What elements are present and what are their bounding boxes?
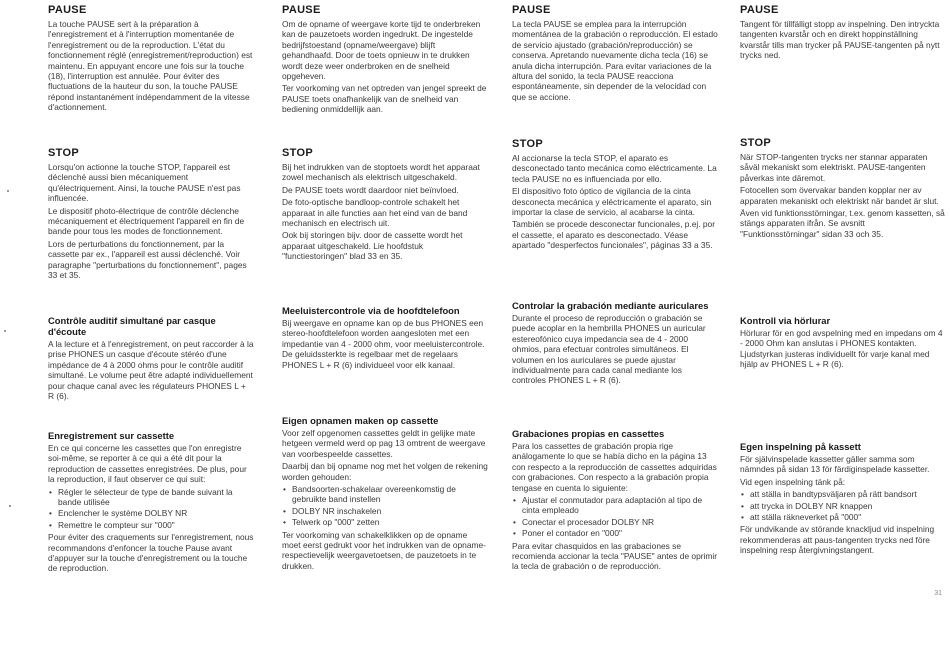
body-paragraph: Lorsqu'on actionne la touche STOP, l'appareil est déclenché aussi bien mécaniquement qu'électriquement. Ainsi, la touche PAUSE n'est pas influencée. (48, 162, 241, 204)
bullet-item: • Remettre le compteur sur "000" (58, 520, 254, 530)
bullet-item: • Régler le sélecteur de type de bande suivant la bande utilisée (58, 487, 254, 508)
body-paragraph: Voor zelf opgenomen cassettes geldt in gelijke mate hetgeen vermeld werd op pag 13 omtrent de weergave van voorbespeelde cassettes. (282, 428, 486, 459)
section-heading: STOP (740, 137, 771, 149)
section (48, 426, 254, 576)
body-paragraph: Para los cassettes de grabación propia rige análogamente lo que se había dicho en la página 13 con respecto a la reproducción de cassettes adquiridas con grabaciones. Con respecto a la grabación propia tengase en cuenta lo siguiente: (512, 441, 717, 493)
body-paragraph: Fotocellen som övervakar banden kopplar ner av apparaten mekaniskt och elektriskt när bandet är slut. (740, 185, 939, 206)
section (282, 4, 488, 117)
body-paragraph: Tangent för tillfälligt stopp av inspelning. Den intryckta tangenten kvarstår och en direkt hoppinställning kvarstår tills man trycker på PAUSE-tangenten på nytt trycks ned. (740, 19, 940, 61)
bullet-item: • Telwerk op "000" zetten (292, 517, 488, 527)
scan-speck (4, 330, 6, 332)
section (740, 437, 946, 558)
section-heading: STOP (282, 147, 313, 159)
section (512, 4, 718, 104)
section (48, 311, 254, 403)
section-heading: Controlar la grabación mediante auriculares (512, 300, 709, 311)
section (740, 137, 946, 241)
section-heading: STOP (512, 138, 543, 150)
body-paragraph: La touche PAUSE sert à la préparation à l'enregistrement et à l'interruption momentanée de l'enregistrement ou de la reproduction. L'état du fonctionnement réglé (enregistrement/reproduction) est maintenu. En appuyant encore une fois sur la touche (18), l'interruption est annulée. Pour éviter des fluctuations de la hauteur du son, la touche PAUSE répond instantanément indépendamment de la vitesse d'actionnement. (48, 19, 253, 113)
section-heading: Meeluistercontrole via de hoofdtelefoon (282, 305, 460, 316)
body-paragraph: También se procede desconectar funcionales, p.ej. por el cassette, el aparato es desconectado. Véase apartado "desperfectos funcionales", páginas 33 a 35. (512, 219, 715, 251)
bullet-list (282, 484, 488, 528)
body-paragraph: Vid egen inspelning tänk på: (740, 476, 846, 487)
section-heading: STOP (48, 147, 79, 159)
page-number: 31 (934, 590, 942, 597)
section-heading: Enregistrement sur cassette (48, 430, 175, 441)
body-paragraph: La tecla PAUSE se emplea para la interrupción momentánea de la grabación o reproducción. El estado de servicio ajustado (grabación/reproducción) se conserva. Apretando nuevamente dicha tecla (16) se anula dicha interrupción. Para evitar variaciones de la altura del sonido, la tecla PAUSE reacciona espontáneamente, sin depender de la velocidad con que se accione. (512, 19, 718, 102)
section (48, 4, 254, 115)
body-paragraph: Para evitar chasquidos en las grabaciones se recomienda accionar la tecla "PAUSE" antes de oprimir la tecla de grabación o de reproducción. (512, 540, 718, 572)
body-paragraph: Daarbij dan bij opname nog met het volgen de rekening worden gehouden: (282, 461, 488, 482)
body-paragraph: Hörlurar för en god avspelning med en impedans om 4 - 2000 Ohm kan anslutas i PHONES kontakten. Ljudstyrkan justeras individuellt för varje kanal med hjälp av PHONES L + R (6). (740, 328, 943, 370)
body-paragraph: De PAUSE toets wordt daardoor niet beïnvloed. (282, 184, 459, 195)
section (512, 138, 718, 253)
bullet-list (512, 495, 718, 539)
body-paragraph: Bij het indrukken van de stoptoets wordt het apparaat zowel mechanisch als elektrisch uitgeschakeld. (282, 162, 480, 183)
body-paragraph: Ter voorkoming van schakelklikken op de opname moet eerst gedrukt voor het indrukken van de opname-respectievelijk weergavetoetsen, de pauzetoets in te drukken. (282, 529, 486, 571)
body-paragraph: Le dispositif photo-électrique de contrôle déclenche mécaniquement et électriquement l'appareil en fin de bande pour tous les modes de fonctionnement. (48, 205, 245, 237)
section (740, 4, 946, 63)
section (740, 311, 946, 372)
section-heading: PAUSE (48, 4, 87, 16)
bullet-item: • att ställa in bandtypsväljaren på rätt bandsort (750, 489, 946, 499)
body-paragraph: När STOP-tangenten trycks ner stannar apparaten såväl mekaniskt som elektriskt. PAUSE-tangenten påverkas inte däremot. (740, 152, 928, 183)
body-paragraph: Pour éviter des craquements sur l'enregistrement, nous recommandons d'enfoncer la touche Pause avant d'appuyer sur la touche d'enregistrement ou la touche de reproduction. (48, 532, 254, 574)
section-heading: Kontroll via hörlurar (740, 315, 831, 326)
body-paragraph: En ce qui concerne les cassettes que l'on enregistre soi-même, se reporter à ce qui a été dit pour la reproduction de cassettes enregistrées. De plus, pour la reproduction, il faut observer ce qui suit: (48, 443, 247, 485)
body-paragraph: Durante el proceso de reproducción o grabación se puede acoplar en la hembrilla PHONES un auricular estereofónico cuya impedancia sea de 4 - 2000 ohmios, para efectuar controles simultáneos. El volumen en los auriculares se puede ajustar individualmente para cada canal mediante los controles PHONES L + R (6). (512, 313, 706, 386)
body-paragraph: A la lecture et à l'enregistrement, on peut raccorder à la prise PHONES un casque d'écoute stéréo d'une impédance de 4 à 2000 ohms pour le contrôle auditif simultané. Le volume peut être adapté individuellement pour chaque canal avec les régulateurs PHONES L + R (6). (48, 339, 254, 402)
body-paragraph: Lors de perturbations du fonctionnement, par la cassette par ex., l'appareil est aussi déclenché. Voir paragraphe "perturbations du fonctionnement", pages 33 et 35. (48, 238, 247, 281)
bullet-item: • Bandsoorten-schakelaar overeenkomstig de gebruikte band instellen (292, 484, 488, 505)
bullet-item: • Poner el contador en "000" (522, 528, 718, 538)
section (512, 296, 718, 388)
scan-speck (9, 505, 11, 507)
body-paragraph: De foto-optische bandloop-controle schakelt het apparaat in alle functies aan het eind van de band mechanisch en electrisch uit. (282, 197, 468, 229)
section-heading: Grabaciones propias en cassettes (512, 428, 665, 439)
section-heading: Contrôle auditif simultané par casque d'écoute (48, 315, 216, 337)
section (282, 411, 488, 573)
body-paragraph: Bij weergave en opname kan op de bus PHONES een stereo-hoofdtelefoon worden aangesloten met een impedantie van 4 - 2000 ohm, voor meeluistercontrole. De geluidssterkte is regelbaar met de regelaars PHONES L + R (6) individueel voor elk kanaal. (282, 318, 485, 370)
body-paragraph: Om de opname of weergave korte tijd te onderbreken kan de pauzetoets worden ingedrukt. De ingestelde bedrijfstoestand (opname/weergave) blijft gehandhaafd. Door de toets opnieuw in te drukken wordt deze weer onderbroken en de snelheid opgeheven. (282, 19, 481, 82)
body-paragraph: För undvikande av störande knackljud vid inspelning rekommenderas att paus-tangenten trycks ned före inspelning resp återgivningstangent. (740, 524, 935, 556)
body-paragraph: Al accionarse la tecla STOP, el aparato es desconectado tanto mecánica como eléctricamente. La tecla PAUSE no es influenciada por ello. (512, 153, 717, 184)
bullet-item: • DOLBY NR inschakelen (292, 506, 488, 516)
section (282, 301, 488, 372)
bullet-list (48, 487, 254, 531)
bullet-item: • Conectar el procesador DOLBY NR (522, 517, 718, 527)
section-heading: PAUSE (740, 4, 779, 16)
section-heading: Eigen opnamen maken op cassette (282, 415, 439, 426)
body-paragraph: Även vid funktionsstörningar, t.ex. genom kassetten, så stängs apparaten ifrån. Se avsnitt "Funktionsstörningar" sidan 33 och 35. (740, 208, 945, 239)
section (48, 147, 254, 282)
section (512, 424, 718, 574)
body-paragraph: Ook bij storingen bijv. door de cassette wordt het apparaat uitgeschakeld. Lie hoofdstuk "functiestoringen" blad 33 en 35. (282, 230, 463, 262)
bullet-item: • att ställa räkneverket på "000" (750, 512, 946, 522)
body-paragraph: Ter voorkoming van net optreden van jengel spreekt de PAUSE toets onafhankelijk van de snelheid van bediening onmiddellijk aan. (282, 83, 487, 115)
bullet-list (740, 489, 946, 522)
scan-speck (7, 190, 9, 192)
section-heading: Egen inspelning på kassett (740, 441, 861, 452)
bullet-item: • Ajustar el conmutador para adaptación al tipo de cinta empleado (522, 495, 718, 516)
bullet-item: • att trycka in DOLBY NR knappen (750, 501, 946, 511)
body-paragraph: El dispositivo foto óptico de vigilancia de la cinta desconecta mecánica y eléctricamente el aparato, sin importar la clase de servicio, al acabarse la cinta. (512, 186, 712, 218)
section-heading: PAUSE (282, 4, 321, 16)
section-heading: PAUSE (512, 4, 551, 16)
section (282, 147, 488, 264)
body-paragraph: För självinspelade kassetter gäller samma som nämndes på sidan 13 för färdiginspelade kassetter. (740, 454, 930, 475)
bullet-item: • Enclencher le système DOLBY NR (58, 508, 254, 518)
